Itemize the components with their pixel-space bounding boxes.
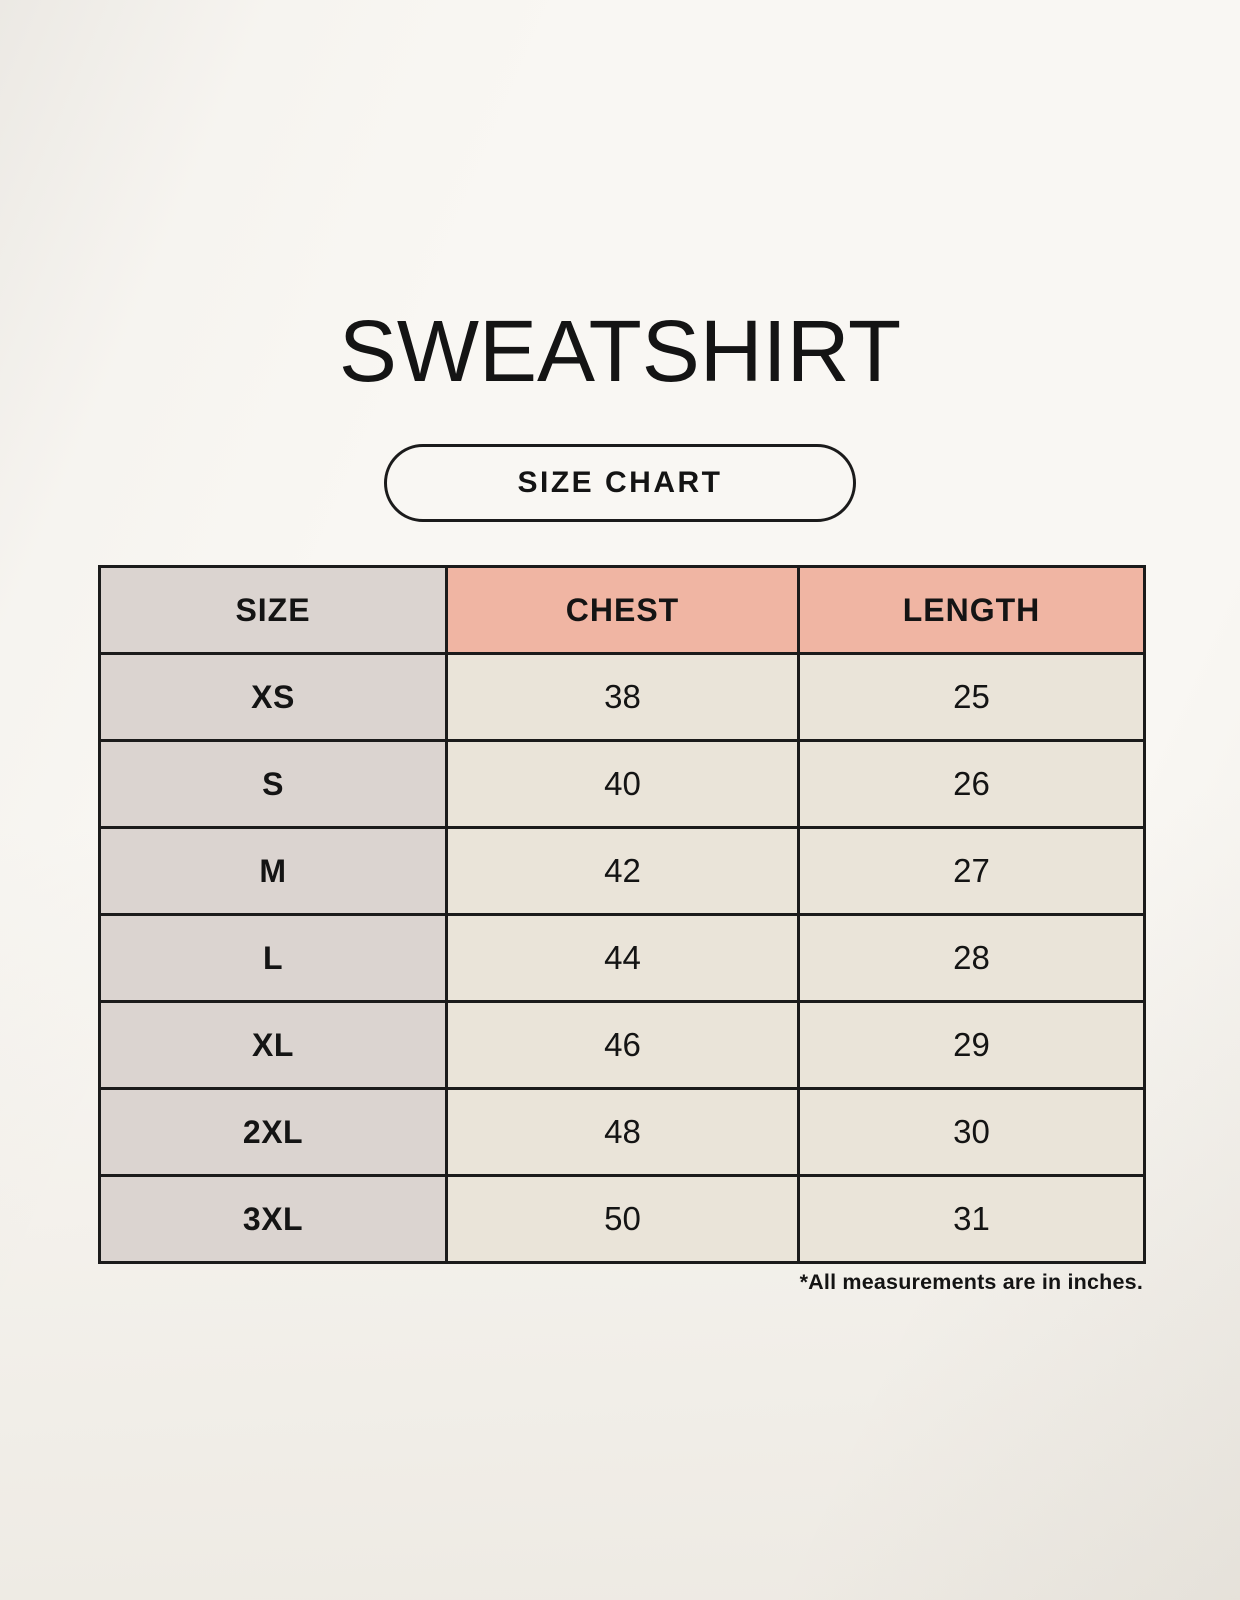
size-chart-badge-label: SIZE CHART xyxy=(517,466,723,499)
size-label: XL xyxy=(100,1002,447,1089)
length-value: 26 xyxy=(799,741,1145,828)
table-row xyxy=(100,1002,1145,1089)
length-value: 31 xyxy=(799,1176,1145,1263)
size-label: 2XL xyxy=(100,1089,447,1176)
header-row xyxy=(100,567,1145,654)
table-row xyxy=(100,741,1145,828)
size-label: L xyxy=(100,915,447,1002)
table-row xyxy=(100,654,1145,741)
length-value: 29 xyxy=(799,1002,1145,1089)
chest-value: 42 xyxy=(447,828,799,915)
table-row xyxy=(100,1089,1145,1176)
footnote: *All measurements are in inches. xyxy=(799,1270,1143,1294)
chest-value: 46 xyxy=(447,1002,799,1089)
chest-value: 40 xyxy=(447,741,799,828)
column-header-size: SIZE xyxy=(100,567,447,654)
size-label: XS xyxy=(100,654,447,741)
chest-value: 48 xyxy=(447,1089,799,1176)
length-value: 28 xyxy=(799,915,1145,1002)
table-row xyxy=(100,828,1145,915)
size-label: 3XL xyxy=(100,1176,447,1263)
page-title: SWEATSHIRT xyxy=(338,303,902,400)
length-value: 27 xyxy=(799,828,1145,915)
chest-value: 50 xyxy=(447,1176,799,1263)
length-value: 30 xyxy=(799,1089,1145,1176)
column-header-length: LENGTH xyxy=(799,567,1145,654)
size-label: M xyxy=(100,828,447,915)
chest-value: 38 xyxy=(447,654,799,741)
length-value: 25 xyxy=(799,654,1145,741)
table-row xyxy=(100,1176,1145,1263)
chest-value: 44 xyxy=(447,915,799,1002)
size-chart-table xyxy=(98,565,1146,1264)
table-row xyxy=(100,915,1145,1002)
size-label: S xyxy=(100,741,447,828)
column-header-chest: CHEST xyxy=(447,567,799,654)
size-chart-badge[interactable] xyxy=(384,444,856,522)
